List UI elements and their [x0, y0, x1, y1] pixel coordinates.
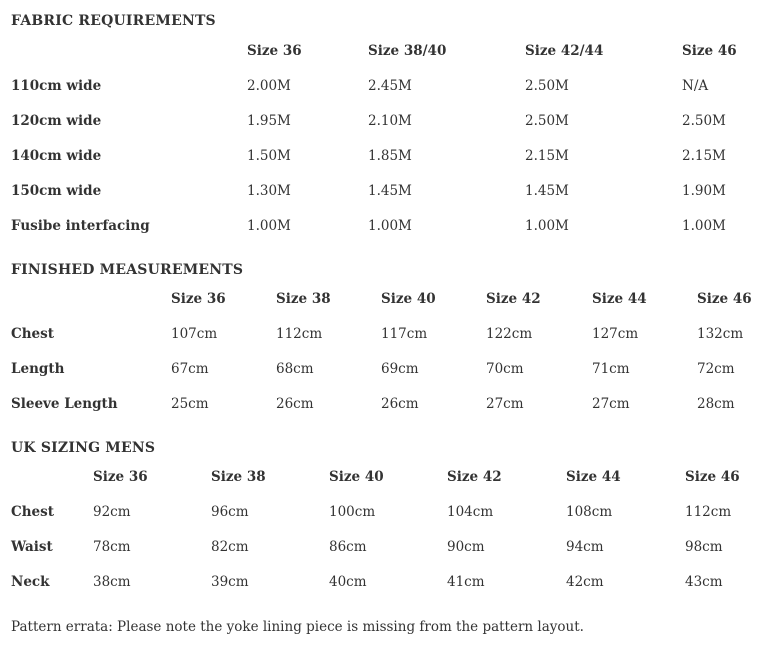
section-title-finished-measurements: FINISHED MEASUREMENTS: [11, 262, 244, 278]
column-header: Size 44: [566, 469, 621, 485]
table-cell: 1.00M: [525, 218, 569, 234]
column-header: Size 42: [486, 291, 541, 307]
table-cell: 1.50M: [247, 148, 291, 164]
table-cell: 1.00M: [682, 218, 726, 234]
table-cell: 2.15M: [525, 148, 569, 164]
row-label: Length: [11, 361, 65, 377]
table-cell: 100cm: [329, 504, 376, 520]
table-cell: 98cm: [685, 539, 723, 555]
table-cell: 2.45M: [368, 78, 412, 94]
table-cell: 26cm: [381, 396, 419, 412]
column-header: Size 36: [93, 469, 148, 485]
row-label: Sleeve Length: [11, 396, 118, 412]
table-cell: 86cm: [329, 539, 367, 555]
column-header: Size 40: [329, 469, 384, 485]
table-cell: 28cm: [697, 396, 735, 412]
table-cell: 2.10M: [368, 113, 412, 129]
table-cell: 82cm: [211, 539, 249, 555]
table-cell: 41cm: [447, 574, 485, 590]
table-cell: 2.15M: [682, 148, 726, 164]
table-cell: 104cm: [447, 504, 494, 520]
row-label: Chest: [11, 326, 54, 342]
column-header: Size 36: [171, 291, 226, 307]
table-cell: 1.00M: [368, 218, 412, 234]
table-cell: N/A: [682, 78, 709, 94]
row-label: Neck: [11, 574, 50, 590]
row-label: 120cm wide: [11, 113, 102, 129]
column-header: Size 42: [447, 469, 502, 485]
pattern-errata-note: Pattern errata: Please note the yoke lining piece is missing from the pattern layout.: [11, 619, 584, 635]
column-header: Size 38: [211, 469, 266, 485]
table-cell: 92cm: [93, 504, 131, 520]
table-cell: 112cm: [276, 326, 323, 342]
section-title-fabric-requirements: FABRIC REQUIREMENTS: [11, 13, 216, 29]
table-cell: 1.45M: [525, 183, 569, 199]
table-cell: 38cm: [93, 574, 131, 590]
column-header: Size 42/44: [525, 43, 604, 59]
column-header: Size 38: [276, 291, 331, 307]
table-cell: 127cm: [592, 326, 639, 342]
table-cell: 39cm: [211, 574, 249, 590]
table-cell: 1.95M: [247, 113, 291, 129]
table-cell: 27cm: [486, 396, 524, 412]
table-cell: 2.00M: [247, 78, 291, 94]
table-cell: 2.50M: [525, 78, 569, 94]
column-header: Size 46: [682, 43, 737, 59]
table-cell: 69cm: [381, 361, 419, 377]
row-label: Waist: [11, 539, 53, 555]
row-label: Fusibe interfacing: [11, 218, 150, 234]
table-cell: 70cm: [486, 361, 524, 377]
table-cell: 40cm: [329, 574, 367, 590]
table-cell: 78cm: [93, 539, 131, 555]
table-cell: 25cm: [171, 396, 209, 412]
table-cell: 117cm: [381, 326, 428, 342]
table-cell: 71cm: [592, 361, 630, 377]
column-header: Size 46: [685, 469, 740, 485]
row-label: 110cm wide: [11, 78, 102, 94]
table-cell: 90cm: [447, 539, 485, 555]
table-cell: 107cm: [171, 326, 218, 342]
column-header: Size 38/40: [368, 43, 447, 59]
table-cell: 68cm: [276, 361, 314, 377]
table-cell: 108cm: [566, 504, 613, 520]
table-cell: 1.45M: [368, 183, 412, 199]
table-cell: 27cm: [592, 396, 630, 412]
table-cell: 1.00M: [247, 218, 291, 234]
table-cell: 132cm: [697, 326, 744, 342]
table-cell: 1.90M: [682, 183, 726, 199]
column-header: Size 46: [697, 291, 752, 307]
table-cell: 122cm: [486, 326, 533, 342]
table-cell: 67cm: [171, 361, 209, 377]
table-cell: 26cm: [276, 396, 314, 412]
table-cell: 1.85M: [368, 148, 412, 164]
table-cell: 72cm: [697, 361, 735, 377]
row-label: 140cm wide: [11, 148, 102, 164]
column-header: Size 36: [247, 43, 302, 59]
row-label: Chest: [11, 504, 54, 520]
table-cell: 42cm: [566, 574, 604, 590]
table-cell: 96cm: [211, 504, 249, 520]
table-cell: 112cm: [685, 504, 732, 520]
table-cell: 94cm: [566, 539, 604, 555]
table-cell: 43cm: [685, 574, 723, 590]
column-header: Size 44: [592, 291, 647, 307]
column-header: Size 40: [381, 291, 436, 307]
table-cell: 2.50M: [682, 113, 726, 129]
section-title-uk-sizing-mens: UK SIZING MENS: [11, 440, 156, 456]
table-cell: 2.50M: [525, 113, 569, 129]
row-label: 150cm wide: [11, 183, 102, 199]
table-cell: 1.30M: [247, 183, 291, 199]
